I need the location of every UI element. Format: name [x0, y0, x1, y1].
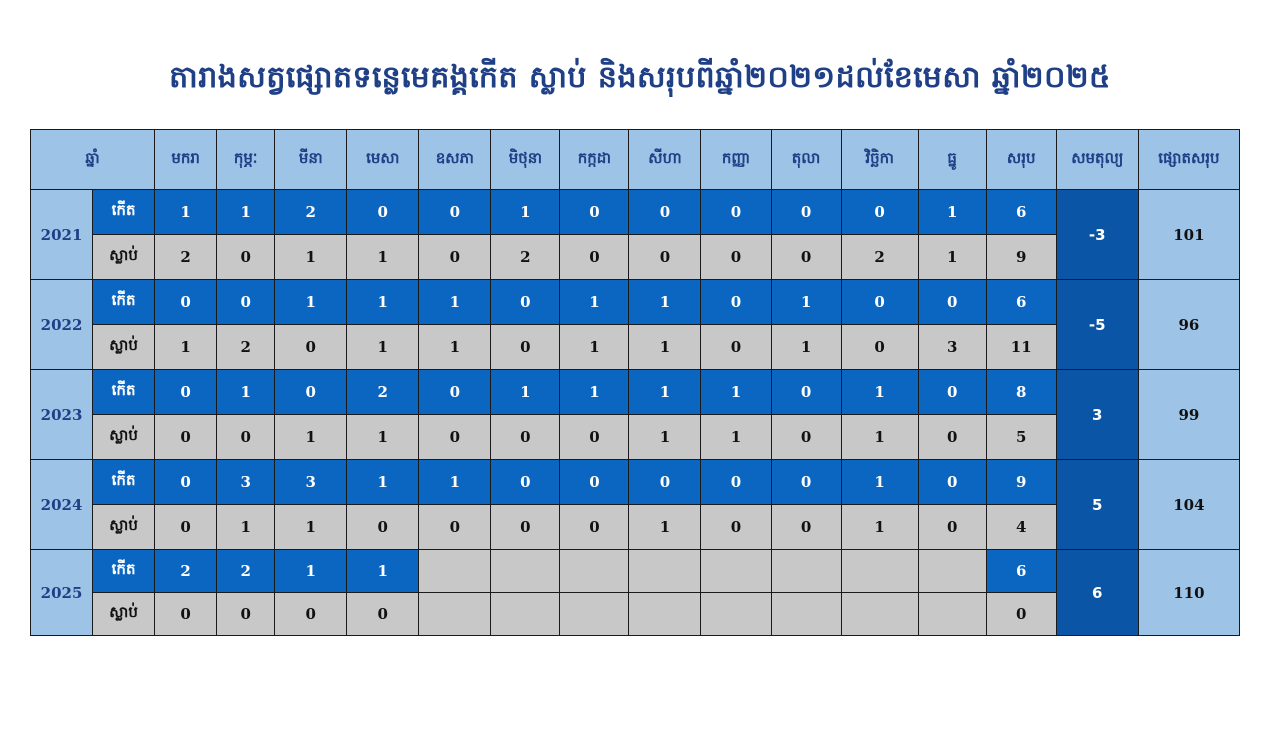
- death-cell: 0: [491, 325, 560, 370]
- birth-cell: [918, 550, 986, 593]
- death-cell: 0: [275, 325, 347, 370]
- month-header: វិច្ឆិកា: [841, 130, 918, 190]
- death-cell: 0: [918, 415, 986, 460]
- death-cell: 0: [701, 235, 771, 280]
- death-cell: 0: [419, 505, 491, 550]
- birth-row: [31, 280, 1240, 325]
- birth-label: កើត: [93, 550, 155, 593]
- birth-label: កើត: [93, 190, 155, 235]
- death-cell: [560, 593, 629, 636]
- balance-cell: 5: [1056, 460, 1138, 550]
- birth-total-cell: 9: [986, 460, 1056, 505]
- death-label: ស្លាប់: [93, 505, 155, 550]
- balance-cell: -5: [1056, 280, 1138, 370]
- death-cell: [419, 593, 491, 636]
- death-cell: 0: [560, 505, 629, 550]
- birth-cell: 2: [155, 550, 217, 593]
- birth-cell: 0: [771, 190, 841, 235]
- death-cell: [629, 593, 701, 636]
- birth-cell: 0: [419, 190, 491, 235]
- balance-cell: 6: [1056, 550, 1138, 636]
- birth-cell: 2: [217, 550, 275, 593]
- month-header: កញ្ញា: [701, 130, 771, 190]
- death-cell: 0: [841, 325, 918, 370]
- death-cell: [918, 593, 986, 636]
- birth-cell: 3: [275, 460, 347, 505]
- balance-cell: -3: [1056, 190, 1138, 280]
- death-cell: 1: [275, 235, 347, 280]
- year-cell: 2022: [31, 280, 93, 370]
- death-cell: 1: [347, 325, 419, 370]
- month-header: មីនា: [275, 130, 347, 190]
- birth-label: កើត: [93, 460, 155, 505]
- death-cell: 0: [419, 235, 491, 280]
- birth-cell: 1: [491, 190, 560, 235]
- birth-cell: 1: [217, 370, 275, 415]
- birth-label: កើត: [93, 280, 155, 325]
- death-total-cell: 5: [986, 415, 1056, 460]
- death-cell: 0: [347, 593, 419, 636]
- birth-cell: [701, 550, 771, 593]
- birth-cell: 0: [560, 460, 629, 505]
- birth-cell: 3: [217, 460, 275, 505]
- death-cell: 0: [155, 593, 217, 636]
- grand-total-cell: 96: [1138, 280, 1239, 370]
- grand-total-header: ផ្សោតសរុប: [1138, 130, 1239, 190]
- death-cell: 1: [347, 415, 419, 460]
- death-cell: 0: [155, 415, 217, 460]
- death-cell: [771, 593, 841, 636]
- month-header: មេសា: [347, 130, 419, 190]
- death-cell: 1: [771, 325, 841, 370]
- birth-cell: 0: [841, 190, 918, 235]
- birth-cell: 0: [217, 280, 275, 325]
- death-cell: 0: [347, 505, 419, 550]
- birth-cell: 0: [771, 370, 841, 415]
- month-header: សីហា: [629, 130, 701, 190]
- year-cell: 2025: [31, 550, 93, 636]
- birth-cell: 0: [275, 370, 347, 415]
- birth-cell: [771, 550, 841, 593]
- death-cell: 0: [771, 235, 841, 280]
- birth-cell: 0: [155, 460, 217, 505]
- death-cell: 3: [918, 325, 986, 370]
- births-deaths-table: [30, 129, 1240, 636]
- total-header: សរុប: [986, 130, 1056, 190]
- birth-cell: 0: [918, 280, 986, 325]
- birth-cell: 0: [701, 460, 771, 505]
- death-cell: 1: [629, 415, 701, 460]
- death-cell: 0: [560, 415, 629, 460]
- birth-total-cell: 6: [986, 280, 1056, 325]
- birth-cell: 1: [841, 460, 918, 505]
- birth-cell: 1: [841, 370, 918, 415]
- birth-total-cell: 8: [986, 370, 1056, 415]
- month-header: កក្កដា: [560, 130, 629, 190]
- death-cell: 0: [918, 505, 986, 550]
- birth-cell: 0: [347, 190, 419, 235]
- birth-cell: 0: [701, 280, 771, 325]
- death-cell: [841, 593, 918, 636]
- birth-cell: 1: [701, 370, 771, 415]
- birth-cell: 1: [217, 190, 275, 235]
- birth-row: [31, 550, 1240, 593]
- death-cell: 1: [701, 415, 771, 460]
- birth-cell: 0: [701, 190, 771, 235]
- grand-total-cell: 104: [1138, 460, 1239, 550]
- birth-cell: 0: [155, 280, 217, 325]
- birth-cell: [419, 550, 491, 593]
- death-cell: 0: [560, 235, 629, 280]
- birth-cell: 1: [560, 370, 629, 415]
- death-cell: 0: [629, 235, 701, 280]
- birth-cell: 1: [275, 550, 347, 593]
- grand-total-cell: 99: [1138, 370, 1239, 460]
- month-header: ឧសភា: [419, 130, 491, 190]
- year-cell: 2021: [31, 190, 93, 280]
- birth-cell: 1: [629, 370, 701, 415]
- death-total-cell: 4: [986, 505, 1056, 550]
- death-label: ស្លាប់: [93, 235, 155, 280]
- birth-cell: 1: [419, 460, 491, 505]
- birth-cell: 2: [275, 190, 347, 235]
- death-total-cell: 0: [986, 593, 1056, 636]
- death-cell: 0: [491, 415, 560, 460]
- birth-cell: [491, 550, 560, 593]
- month-header: មករា: [155, 130, 217, 190]
- birth-cell: [629, 550, 701, 593]
- death-cell: 0: [275, 593, 347, 636]
- death-cell: 1: [841, 415, 918, 460]
- birth-cell: 0: [560, 190, 629, 235]
- death-cell: [701, 593, 771, 636]
- death-cell: 1: [217, 505, 275, 550]
- death-cell: 2: [841, 235, 918, 280]
- death-cell: 1: [347, 235, 419, 280]
- death-label: ស្លាប់: [93, 593, 155, 636]
- birth-cell: 1: [347, 460, 419, 505]
- birth-cell: 0: [841, 280, 918, 325]
- death-cell: 0: [701, 325, 771, 370]
- death-cell: 0: [217, 593, 275, 636]
- birth-row: [31, 190, 1240, 235]
- death-label: ស្លាប់: [93, 325, 155, 370]
- death-cell: 0: [771, 415, 841, 460]
- birth-total-cell: 6: [986, 550, 1056, 593]
- death-cell: 1: [419, 325, 491, 370]
- death-cell: 1: [841, 505, 918, 550]
- header-row: [31, 130, 1240, 190]
- month-header: ធ្នូ: [918, 130, 986, 190]
- birth-cell: 1: [347, 550, 419, 593]
- year-cell: 2023: [31, 370, 93, 460]
- birth-cell: 0: [629, 460, 701, 505]
- death-cell: 0: [701, 505, 771, 550]
- death-cell: 0: [155, 505, 217, 550]
- death-cell: 1: [275, 415, 347, 460]
- birth-cell: 1: [560, 280, 629, 325]
- death-total-cell: 11: [986, 325, 1056, 370]
- death-cell: 2: [217, 325, 275, 370]
- death-cell: 1: [629, 325, 701, 370]
- grand-total-cell: 110: [1138, 550, 1239, 636]
- death-cell: 0: [491, 505, 560, 550]
- year-header: ឆ្នាំ: [31, 130, 155, 190]
- death-cell: 1: [918, 235, 986, 280]
- death-cell: 0: [419, 415, 491, 460]
- birth-cell: 1: [419, 280, 491, 325]
- month-header: កុម្ភៈ: [217, 130, 275, 190]
- birth-cell: 2: [347, 370, 419, 415]
- balance-cell: 3: [1056, 370, 1138, 460]
- birth-cell: 1: [275, 280, 347, 325]
- death-cell: 1: [275, 505, 347, 550]
- birth-cell: 1: [491, 370, 560, 415]
- balance-header: សមតុល្យ: [1056, 130, 1138, 190]
- birth-cell: 1: [918, 190, 986, 235]
- death-cell: 0: [217, 235, 275, 280]
- death-cell: 0: [771, 505, 841, 550]
- birth-cell: 0: [155, 370, 217, 415]
- death-cell: 2: [491, 235, 560, 280]
- birth-cell: 0: [491, 460, 560, 505]
- birth-cell: [841, 550, 918, 593]
- birth-cell: 0: [419, 370, 491, 415]
- birth-cell: [560, 550, 629, 593]
- death-total-cell: 9: [986, 235, 1056, 280]
- death-cell: 0: [217, 415, 275, 460]
- birth-cell: 1: [771, 280, 841, 325]
- birth-total-cell: 6: [986, 190, 1056, 235]
- death-cell: 1: [560, 325, 629, 370]
- birth-label: កើត: [93, 370, 155, 415]
- birth-cell: 0: [771, 460, 841, 505]
- death-cell: 1: [629, 505, 701, 550]
- birth-cell: 1: [347, 280, 419, 325]
- birth-cell: 0: [629, 190, 701, 235]
- month-header: មិថុនា: [491, 130, 560, 190]
- year-cell: 2024: [31, 460, 93, 550]
- birth-cell: 0: [918, 370, 986, 415]
- page-title: តារាងសត្វផ្សោតទន្លេមេគង្គកើត ស្លាប់ និងសរុបពីឆ្នាំ២០២១ដល់ខែមេសា ឆ្នាំ២០២៥: [169, 60, 1111, 95]
- month-header: តុលា: [771, 130, 841, 190]
- birth-row: [31, 370, 1240, 415]
- birth-cell: 1: [155, 190, 217, 235]
- birth-row: [31, 460, 1240, 505]
- birth-cell: 0: [491, 280, 560, 325]
- birth-cell: 0: [918, 460, 986, 505]
- death-label: ស្លាប់: [93, 415, 155, 460]
- death-cell: 1: [155, 325, 217, 370]
- birth-cell: 1: [629, 280, 701, 325]
- death-cell: 2: [155, 235, 217, 280]
- death-cell: [491, 593, 560, 636]
- grand-total-cell: 101: [1138, 190, 1239, 280]
